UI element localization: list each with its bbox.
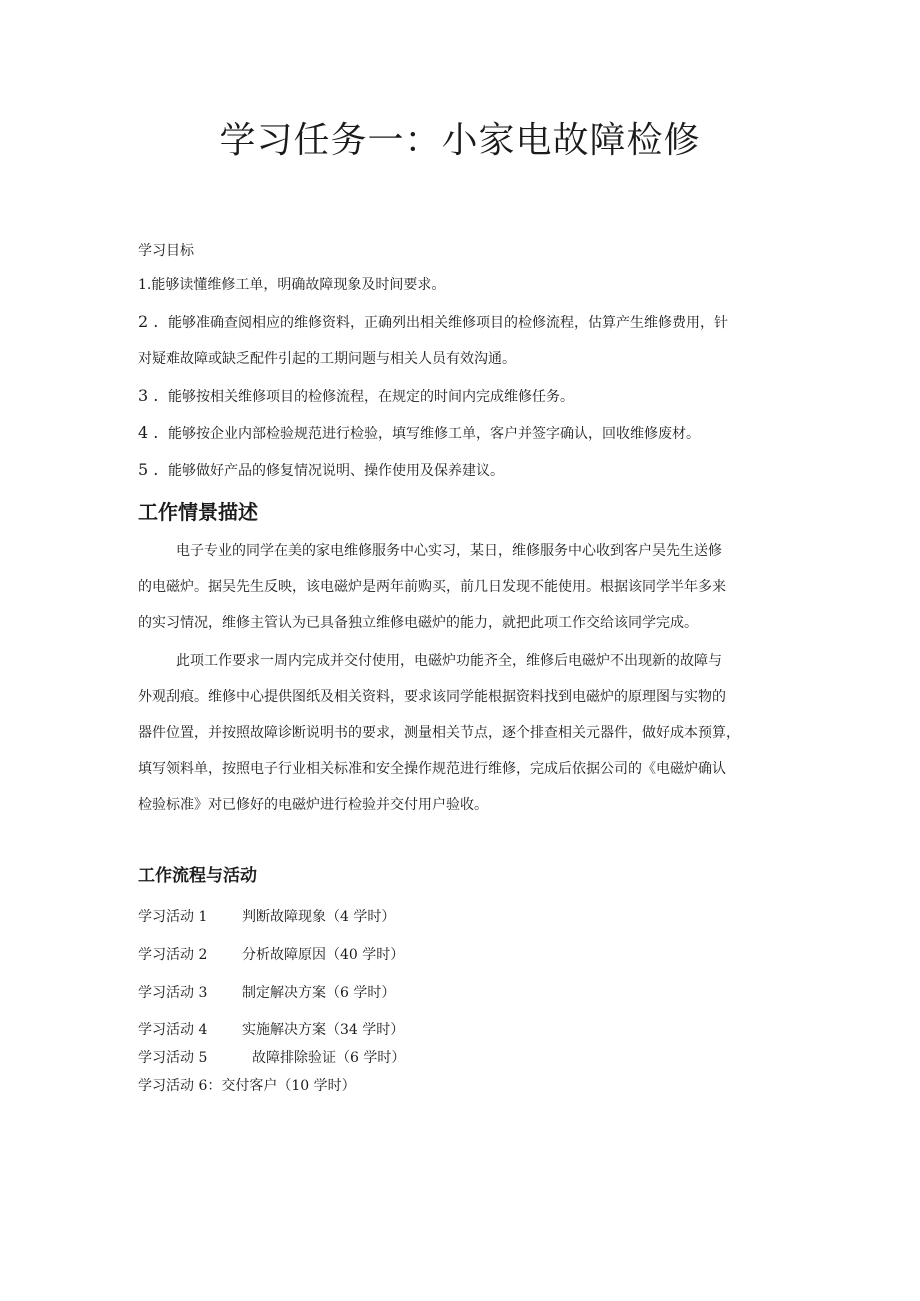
objective-number: 3 . bbox=[138, 386, 159, 405]
activity-name: 学习活动 4 bbox=[138, 1022, 208, 1038]
scenario-paragraph-line: 器件位置，并按照故障诊断说明书的要求，测量相关节点，逐个排查相关元器件，做好成本预算， bbox=[138, 725, 740, 741]
objective-item bbox=[138, 312, 788, 333]
objective-number: 2 . bbox=[138, 312, 159, 331]
scenario-paragraph-line: 填写领料单，按照电子行业相关标准和安全操作规范进行维修，完成后依据公司的《电磁炉确认 bbox=[138, 761, 726, 777]
objective-item bbox=[138, 275, 788, 295]
scenario-paragraph-line: 的电磁炉。据吴先生反映，该电磁炉是两年前购买，前几日发现不能使用。根据该同学半年多来 bbox=[138, 579, 726, 595]
scenario-paragraph-line: 外观刮痕。维修中心提供图纸及相关资料，要求该同学能根据资料找到电磁炉的原理图与实物的 bbox=[138, 689, 726, 705]
activity-item bbox=[138, 1075, 356, 1095]
objective-number: 1. bbox=[138, 277, 152, 293]
activity-item bbox=[138, 906, 395, 926]
activity-item bbox=[138, 1019, 404, 1039]
objective-text: 能够读懂维修工单，明确故障现象及时间要求。 bbox=[151, 277, 446, 293]
activity-desc: 制定解决方案（6 学时） bbox=[242, 985, 396, 1001]
objective-continuation: 对疑难故障或缺乏配件引起的工期问题与相关人员有效沟通。 bbox=[138, 351, 516, 367]
objective-number: 5 . bbox=[138, 460, 159, 479]
page-title: 学习任务一：小家电故障检修 bbox=[219, 120, 701, 161]
objective-text: 能够准确查阅相应的维修资料，正确列出相关维修项目的检修流程，估算产生维修费用，针 bbox=[168, 315, 728, 331]
objective-number: 4 . bbox=[138, 423, 159, 442]
activity-desc: 分析故障原因（40 学时） bbox=[242, 947, 405, 963]
scenario-paragraph-line: 的实习情况，维修主管认为已具备独立维修电磁炉的能力，就把此项工作交给该同学完成。 bbox=[138, 615, 698, 631]
activity-item bbox=[138, 1047, 405, 1067]
workflow-heading: 工作流程与活动 bbox=[138, 866, 257, 886]
activity-name: 学习活动 2 bbox=[138, 947, 208, 963]
activity-item bbox=[138, 944, 404, 964]
activity-name: 学习活动 1 bbox=[138, 909, 208, 925]
activity-desc: 判断故障现象（4 学时） bbox=[242, 909, 396, 925]
objective-item bbox=[138, 423, 788, 444]
activity-desc: 实施解决方案（34 学时） bbox=[242, 1022, 405, 1038]
activity-item bbox=[138, 982, 395, 1002]
scenario-paragraph-line: 此项工作要求一周内完成并交付使用，电磁炉功能齐全，维修后电磁炉不出现新的故障与 bbox=[176, 653, 722, 669]
scenario-heading: 工作情景描述 bbox=[138, 500, 258, 524]
activity-name: 学习活动 3 bbox=[138, 985, 208, 1001]
objective-text: 能够做好产品的修复情况说明、操作使用及保养建议。 bbox=[168, 463, 504, 479]
activity-desc: 交付客户（10 学时） bbox=[221, 1078, 356, 1094]
objectives-heading: 学习目标 bbox=[138, 243, 194, 259]
scenario-paragraph-line: 电子专业的同学在美的家电维修服务中心实习，某日，维修服务中心收到客户吴先生送修 bbox=[176, 543, 722, 559]
objective-text: 能够按企业内部检验规范进行检验，填写维修工单，客户并签字确认，回收维修废材。 bbox=[168, 426, 700, 442]
activity-desc: 故障排除验证（6 学时） bbox=[252, 1050, 406, 1066]
objective-text: 能够按相关维修项目的检修流程，在规定的时间内完成维修任务。 bbox=[168, 389, 574, 405]
scenario-paragraph-line: 检验标准》对已修好的电磁炉进行检验并交付用户验收。 bbox=[138, 797, 488, 813]
objective-item bbox=[138, 460, 788, 481]
activity-name: 学习活动 5 bbox=[138, 1050, 208, 1066]
activity-name: 学习活动 6： bbox=[138, 1078, 222, 1094]
objective-item bbox=[138, 386, 788, 407]
